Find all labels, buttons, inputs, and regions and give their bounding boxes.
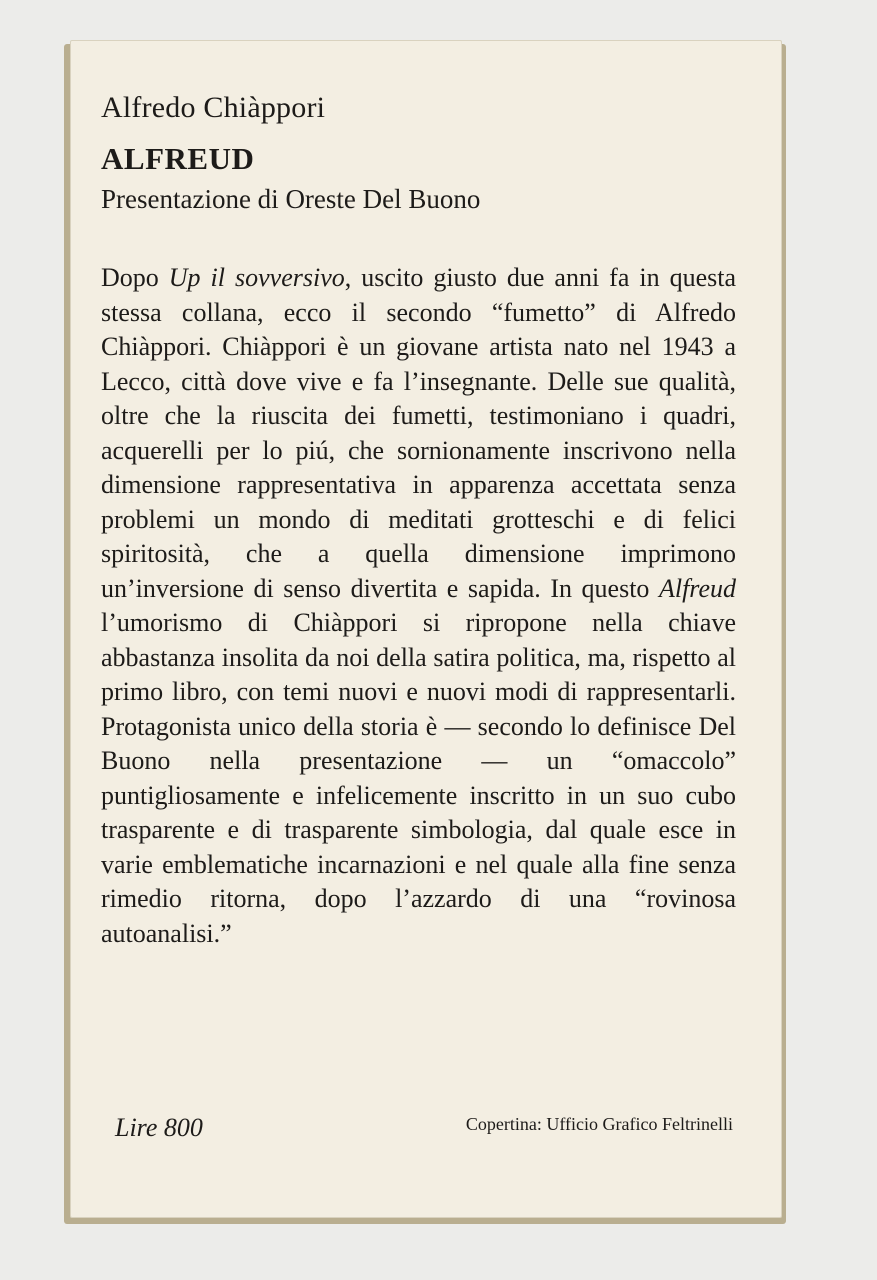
blurb-part-2: , uscito giusto due anni fa in questa stessa collana, ecco il secondo “fumetto” di Alfredo Chiàppori. Chiàppori è un giovane artista nato nel 1943 a Lecco, città dove vive e fa l’insegnante. Delle sue qualità, oltre che la riuscita dei fumetti, testimoniano i quadri, acquerelli per lo piú, che sornionamente inscrivono nella dimensione rappresentativa in apparenza accettata senza problemi un mondo di meditati grotteschi e di felici spiritosità, che a quella dimensione imprimono un’inversione di senso divertita e sapida. In questo bbox=[101, 263, 736, 603]
cover-credit: Copertina: Ufficio Grafico Feltrinelli bbox=[465, 1114, 733, 1134]
blurb-part-1: Dopo bbox=[101, 263, 169, 292]
book-back-cover bbox=[70, 40, 782, 1218]
author-name: Alfredo Chiàppori bbox=[101, 91, 326, 124]
book-title: ALFREUD bbox=[101, 141, 255, 176]
blurb-italic-title-2: Alfreud bbox=[658, 573, 736, 603]
price: Lire 800 bbox=[115, 1113, 203, 1142]
blurb-part-3: l’umorismo di Chiàppori si ripropone nella chiave abbastanza insolita da noi della satira politica, ma, rispetto al primo libro, con temi nuovi e nuovi modi di rappresentarli. Protagonista unico della storia è — secondo lo definisce Del Buono nella presentazione — un “omaccolo” puntigliosamente e infelicemente inscritto in un suo cubo trasparente e di trasparente simbologia, dal quale esce in varie emblematiche incarnazioni e nel quale alla fine senza rimedio ritorna, dopo l’azzardo di una “rovinosa autoanalisi.” bbox=[101, 608, 736, 948]
blurb-text bbox=[101, 261, 736, 951]
book-subtitle: Presentazione di Oreste Del Buono bbox=[101, 184, 481, 214]
blurb-italic-title-1: Up il sovversivo bbox=[168, 263, 345, 292]
